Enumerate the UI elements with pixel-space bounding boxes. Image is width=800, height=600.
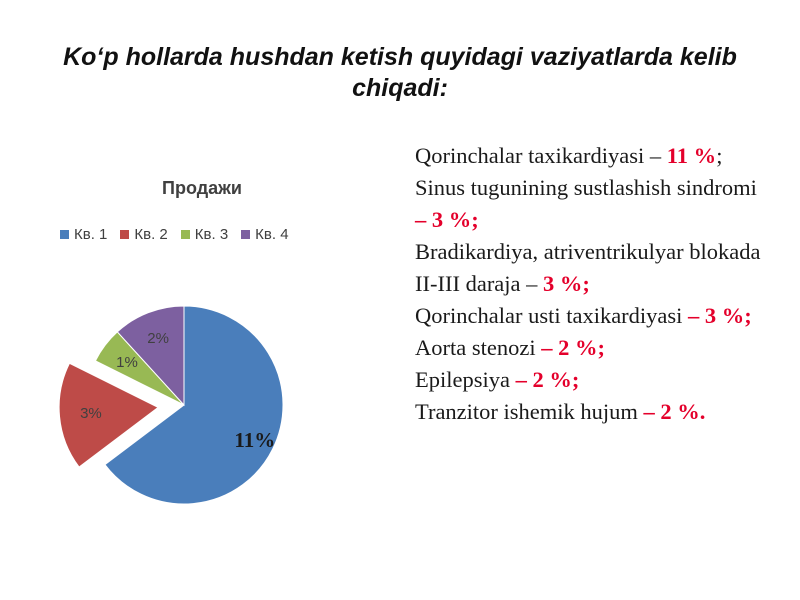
- legend-label-q4: Кв. 4: [255, 226, 289, 243]
- legend-item-q2: [120, 226, 167, 243]
- data-label-q2: 3%: [80, 405, 102, 423]
- legend-item-q3: [181, 226, 228, 243]
- legend-swatch-q2: [120, 230, 129, 239]
- data-label-q4: 2%: [147, 330, 169, 348]
- legend-item-q1: [60, 226, 107, 243]
- legend-label-q1: Кв. 1: [74, 226, 108, 243]
- cause-item: Sinus tugunining sustlashish sindromi – 3 %;: [415, 175, 757, 232]
- legend-item-q4: [241, 226, 288, 243]
- cause-item: Tranzitor ishemik hujum – 2 %.: [415, 399, 706, 424]
- slide-title: Ko‘p hollarda hushdan ketish quyidagi vaziyatlarda kelib chiqadi:: [63, 43, 737, 102]
- cause-item: Qorinchalar usti taxikardiyasi – 3 %;: [415, 303, 752, 328]
- chart-legend: [60, 226, 289, 243]
- legend-swatch-q1: [60, 230, 69, 239]
- legend-label-q3: Кв. 3: [194, 226, 229, 243]
- legend-label-q2: Кв. 2: [134, 226, 168, 243]
- cause-item: Qorinchalar taxikardiyasi – 11 %;: [415, 143, 723, 168]
- cause-item: Aorta stenozi – 2 %;: [415, 335, 605, 360]
- data-label-q3: 1%: [116, 353, 138, 371]
- syncope-causes-list: [415, 140, 765, 428]
- data-label-q1: 11%: [234, 427, 276, 452]
- legend-swatch-q4: [241, 230, 250, 239]
- legend-swatch-q3: [181, 230, 190, 239]
- pie-plot-area: [0, 280, 330, 520]
- chart-title: Продажи: [162, 178, 242, 198]
- cause-item: Bradikardiya, atriventrikulyar blokada II-III daraja – 3 %;: [415, 239, 761, 296]
- cause-item: Epilepsiya – 2 %;: [415, 367, 580, 392]
